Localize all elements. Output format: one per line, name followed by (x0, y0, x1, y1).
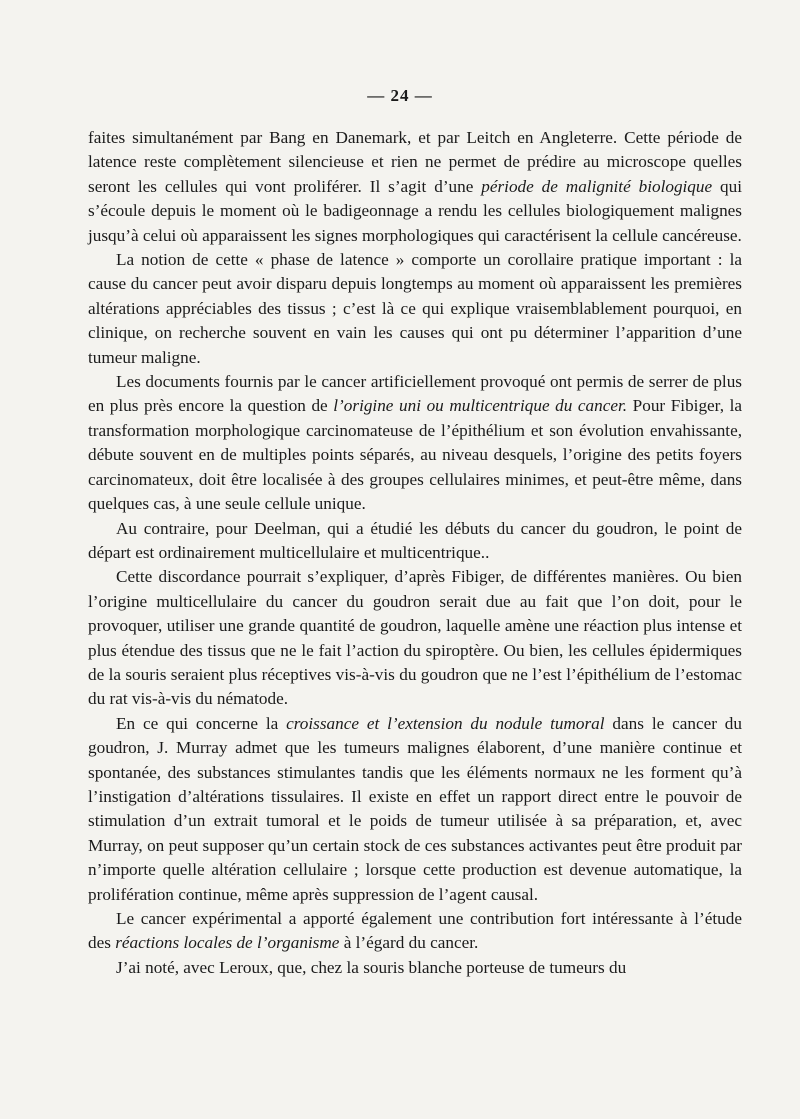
paragraph-p8 (88, 956, 742, 980)
paragraph-p2 (88, 248, 742, 370)
italic-phrase: croissance et l’extension du nodule tumoral (286, 713, 605, 733)
page-number: — 24 — (367, 86, 433, 105)
text-segment: dans le cancer du goudron, J. Murray admet que les tumeurs malignes élaborent, d’une manière continue et spontanée, des substances stimulantes tandis que les éléments normaux ne les forment qu’à l’instigation d’altérations tissulaires. Il existe en effet un rapport direct entre le pouvoir de stimulation d’un extrait tumoral et le poids de tumeur utilisée à sa préparation, et, avec Murray, on peut supposer qu’un certain stock de ces substances activantes peut être produit par n’importe quelle altération cellulaire ; lorsque cette production est devenue automatique, la prolifération continue, même après suppression de l’agent causal. (88, 713, 742, 904)
italic-phrase: l’origine uni ou multicentrique du cancer. (333, 396, 628, 416)
text-segment: Les documents fournis par le cancer artificiellement provoqué ont permis de serrer de plus en plus près encore la question de (88, 372, 742, 416)
text-segment: Au contraire, pour Deelman, qui a étudié les débuts du cancer du goudron, le point de départ est ordinairement multicellulaire et multicentrique.. (88, 518, 742, 562)
paragraph-p1 (88, 126, 742, 248)
text-segment: à l’égard du cancer. (339, 933, 479, 953)
text-segment: J’ai noté, avec Leroux, que, chez la souris blanche porteuse de tumeurs du (116, 957, 627, 977)
italic-phrase: réactions locales de l’organisme (115, 933, 340, 953)
text-segment: Pour Fibiger, la transformation morphologique carcinomateuse de l’épithélium et son évolution envahissante, débute souvent en de multiples points séparés, au niveau desquels, l’origine des petits foyers carcinomateux, doit être localisée à des groupes cellulaires minimes, et peut-être même, dans quelques cas, à une seule cellule unique. (88, 396, 742, 514)
text-segment: Cette discordance pourrait s’expliquer, d’après Fibiger, de différentes manières. Ou bien l’origine multicellulaire du cancer du goudron serait due au fait que l’on doit, pour le provoquer, utiliser une grande quantité de goudron, laquelle amène une réaction plus intense et plus étendue des tissus que ne le fait l’action du spiroptère. Ou bien, les cellules épidermiques de la souris seraient plus réceptives vis-à-vis du goudron que ne l’est l’épithélium de l’estomac du rat vis-à-vis du nématode. (88, 567, 742, 709)
text-segment: faites simultanément par Bang en Danemark, et par Leitch en Angleterre. Cette période de latence reste complètement silencieuse et rien ne permet de prédire au microscope quelles seront les cellules qui vont proliférer. Il s’agit d’une (88, 128, 742, 196)
text-segment: Le cancer expérimental a apporté également une contribution fort intéressante à l’étude des (88, 909, 742, 953)
text-segment: En ce qui concerne la (116, 713, 287, 733)
text-segment: qui s’écoule depuis le moment où le badigeonnage a rendu les cellules biologiquement malignes jusqu’à celui où apparaissent les signes morphologiques qui caractérisent la cellule cancéreuse. (88, 176, 743, 245)
paragraph-p7 (88, 907, 742, 956)
body-text (88, 126, 742, 980)
paragraph-p6 (88, 712, 742, 907)
paragraph-p5 (88, 565, 742, 711)
text-segment: La notion de cette « phase de latence » comporte un corollaire pratique important : la cause du cancer peut avoir disparu depuis longtemps au moment où apparaissent les premières altérations appréciables des tissus ; c’est là ce qui explique vraisemblablement pourquoi, en clinique, on recherche souvent en vain les causes qui ont pu déterminer l’apparition d’une tumeur maligne. (88, 250, 742, 367)
paragraph-p3 (88, 370, 742, 516)
italic-phrase: période de malignité biologique (481, 176, 713, 196)
paragraph-p4 (88, 517, 742, 566)
